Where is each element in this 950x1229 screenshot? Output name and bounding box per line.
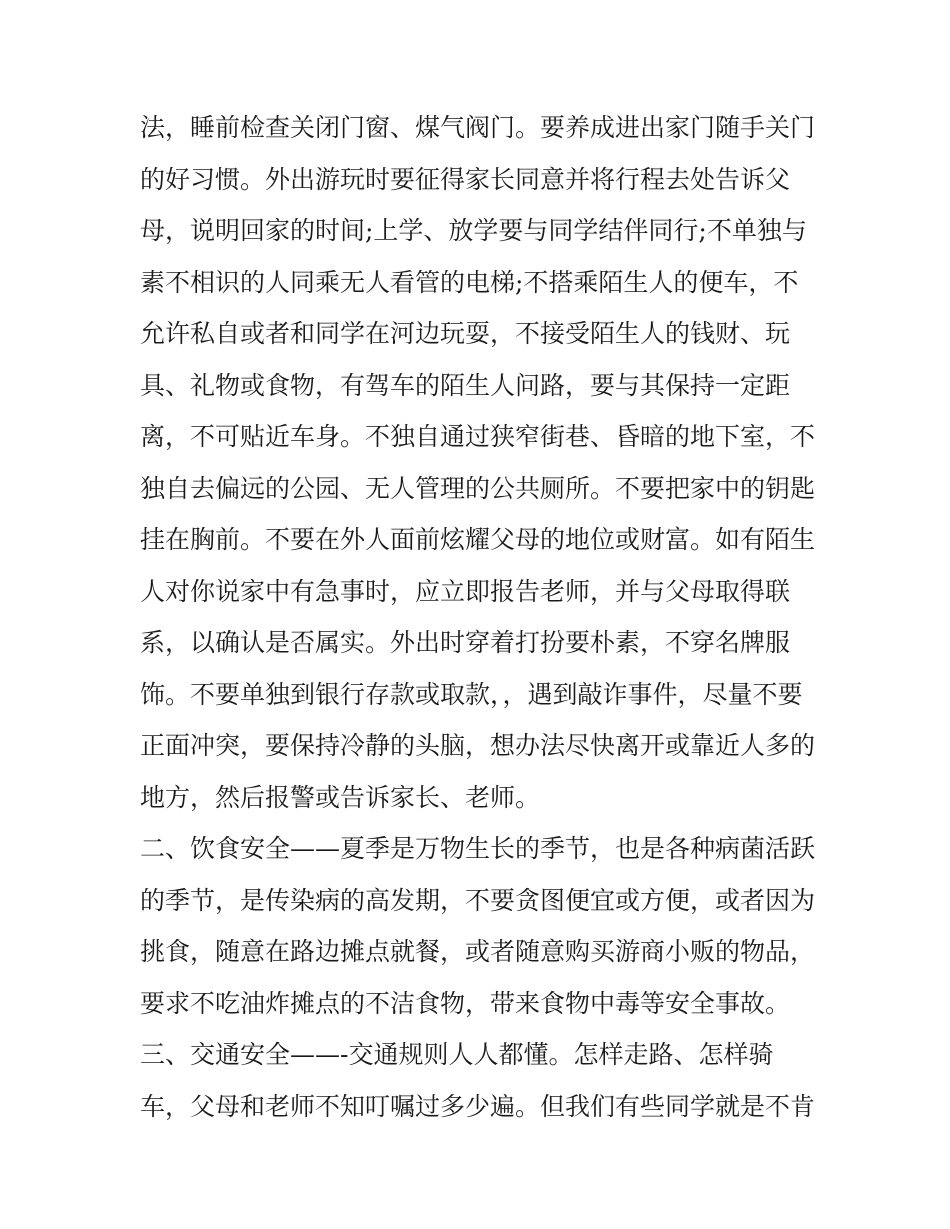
text-line: 的好习惯。外出游玩时要征得家长同意并将行程去处告诉父	[140, 164, 791, 194]
body-text	[140, 102, 820, 1132]
text-line: 母，说明回家的时间;上学、放学要与同学结伴同行;不单独与	[140, 216, 807, 245]
text-line: 正面冲突，要保持冷静的头脑，想办法尽快离开或靠近人多的	[140, 731, 816, 760]
text-line: 挑食，随意在路边摊点就餐，或者随意购买游商小贩的物品，	[140, 937, 816, 966]
section-heading-line: 二、饮食安全——夏季是万物生长的季节，也是各种病菌活跃	[140, 834, 816, 863]
text-line: 法，睡前检查关闭门窗、煤气阀门。要养成进出家门随手关门	[140, 113, 816, 142]
text-line: 素不相识的人同乘无人看管的电梯;不搭乘陌生人的便车，不	[140, 267, 799, 297]
text-line: 挂在胸前。不要在外人面前炫耀父母的地位或财富。如有陌生	[140, 525, 816, 554]
text-line: 饰。不要单独到银行存款或取款，，遇到敲诈事件，尽量不要	[140, 679, 803, 709]
text-line: 地方，然后报警或告诉家长、老师。	[140, 782, 541, 812]
text-line: 车，父母和老师不知叮嘱过多少遍。但我们有些同学就是不肯	[140, 1091, 816, 1121]
section-heading-line: 三、交通安全——-交通规则人人都懂。怎样走路、怎样骑	[140, 1040, 774, 1069]
text-line: 独自去偏远的公园、无人管理的公共厕所。不要把家中的钥匙	[140, 473, 816, 503]
text-line: 离，不可贴近车身。不独自通过狭窄街巷、昏暗的地下室，不	[140, 422, 816, 451]
text-line: 系，以确认是否属实。外出时穿着打扮要朴素，不穿名牌服	[140, 628, 791, 657]
text-line: 的季节，是传染病的高发期，不要贪图便宜或方便，或者因为	[140, 885, 816, 915]
text-line: 要求不吃油炸摊点的不洁食物，带来食物中毒等安全事故。	[140, 988, 791, 1018]
text-line: 具、礼物或食物，有驾车的陌生人问路，要与其保持一定距	[140, 370, 791, 400]
text-line: 允许私自或者和同学在河边玩耍，不接受陌生人的钱财、玩	[140, 319, 791, 348]
text-line: 人对你说家中有急事时，应立即报告老师，并与父母取得联	[140, 576, 791, 606]
